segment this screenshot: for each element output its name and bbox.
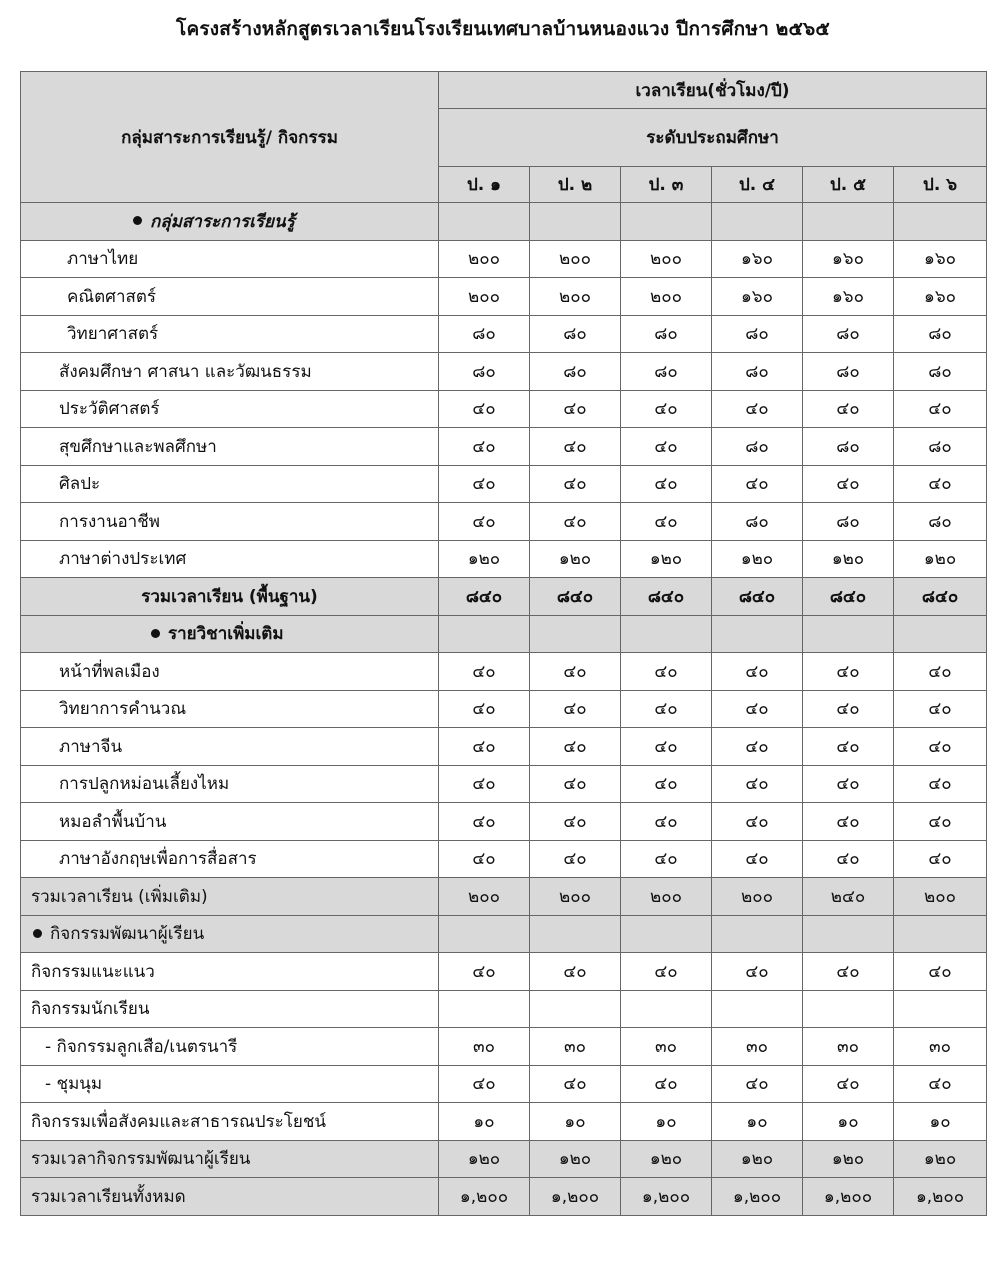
row-label: ภาษาจีน — [21, 728, 439, 766]
hours-cell: ๓๐ — [894, 1028, 987, 1066]
hours-cell: ๔๐ — [530, 728, 621, 766]
hours-cell: ๔๐ — [439, 428, 530, 466]
hours-cell: ๘๐ — [621, 315, 712, 353]
hours-cell: ๔๐ — [894, 728, 987, 766]
hours-cell: ๘๐ — [803, 428, 894, 466]
row-label: ภาษาต่างประเทศ — [21, 540, 439, 578]
table-row — [21, 840, 987, 878]
hours-cell: ๔๐ — [894, 765, 987, 803]
hours-cell: ๘๐ — [712, 353, 803, 391]
row-label: คณิตศาสตร์ — [21, 278, 439, 316]
row-label: กิจกรรมนักเรียน — [21, 990, 439, 1028]
table-row — [21, 1065, 987, 1103]
hours-cell: ๒๐๐ — [530, 240, 621, 278]
row-label: รวมเวลาเรียน (เพิ่มเติม) — [21, 878, 439, 916]
hours-cell: ๑๒๐ — [803, 540, 894, 578]
hours-cell: ๘๔๐ — [712, 578, 803, 616]
hours-cell: ๔๐ — [530, 765, 621, 803]
hours-cell: ๘๐ — [894, 503, 987, 541]
hours-cell — [439, 915, 530, 953]
hours-cell: ๑๐ — [530, 1103, 621, 1141]
hours-cell: ๘๐ — [803, 353, 894, 391]
grade-header-2: ป. ๒ — [530, 167, 621, 203]
table-row — [21, 353, 987, 391]
row-label: การงานอาชีพ — [21, 503, 439, 541]
hours-cell: ๑๐ — [712, 1103, 803, 1141]
hours-cell: ๒๐๐ — [439, 878, 530, 916]
hours-cell: ๘๐ — [712, 315, 803, 353]
hours-cell — [803, 915, 894, 953]
grade-header-5: ป. ๕ — [803, 167, 894, 203]
hours-cell — [712, 203, 803, 241]
hours-cell: ๔๐ — [803, 953, 894, 991]
table-row — [21, 203, 987, 241]
hours-cell: ๑๐ — [803, 1103, 894, 1141]
hours-cell: ๑,๒๐๐ — [803, 1178, 894, 1216]
hours-cell: ๑๒๐ — [803, 1140, 894, 1178]
hours-cell: ๔๐ — [803, 653, 894, 691]
row-label: กิจกรรมเพื่อสังคมและสาธารณประโยชน์ — [21, 1103, 439, 1141]
hours-cell: ๒๐๐ — [712, 878, 803, 916]
table-row — [21, 1028, 987, 1066]
subject-column-header: กลุ่มสาระการเรียนรู้/ กิจกรรม — [21, 72, 439, 203]
hours-cell: ๔๐ — [439, 840, 530, 878]
hours-cell — [803, 615, 894, 653]
hours-cell: ๓๐ — [712, 1028, 803, 1066]
hours-cell: ๔๐ — [621, 803, 712, 841]
table-row — [21, 278, 987, 316]
hours-cell: ๔๐ — [530, 690, 621, 728]
row-label: หน้าที่พลเมือง — [21, 653, 439, 691]
hours-cell: ๔๐ — [894, 803, 987, 841]
hours-cell: ๔๐ — [803, 390, 894, 428]
hours-cell: ๑,๒๐๐ — [712, 1178, 803, 1216]
grade-header-3: ป. ๓ — [621, 167, 712, 203]
hours-cell: ๔๐ — [439, 690, 530, 728]
hours-cell — [530, 615, 621, 653]
hours-cell: ๑๐ — [894, 1103, 987, 1141]
hours-cell: ๑๒๐ — [894, 1140, 987, 1178]
hours-cell: ๒๐๐ — [621, 878, 712, 916]
hours-cell: ๔๐ — [803, 728, 894, 766]
row-label: กิจกรรมแนะแนว — [21, 953, 439, 991]
row-label: ประวัติศาสตร์ — [21, 390, 439, 428]
hours-cell: ๔๐ — [439, 953, 530, 991]
row-label: สุขศึกษาและพลศึกษา — [21, 428, 439, 466]
hours-cell — [894, 615, 987, 653]
hours-cell: ๔๐ — [621, 1065, 712, 1103]
hours-cell — [803, 203, 894, 241]
hours-cell: ๔๐ — [712, 1065, 803, 1103]
hours-cell: ๑,๒๐๐ — [530, 1178, 621, 1216]
hours-cell: ๔๐ — [530, 465, 621, 503]
bullet-icon — [33, 929, 42, 938]
hours-cell: ๔๐ — [712, 690, 803, 728]
hours-cell: ๔๐ — [712, 390, 803, 428]
row-label: - กิจกรรมลูกเสือ/เนตรนารี — [21, 1028, 439, 1066]
hours-cell: ๔๐ — [621, 728, 712, 766]
hours-cell: ๑๖๐ — [894, 240, 987, 278]
hours-cell: ๔๐ — [712, 953, 803, 991]
hours-cell: ๓๐ — [439, 1028, 530, 1066]
grade-header-4: ป. ๔ — [712, 167, 803, 203]
hours-cell: ๑๖๐ — [712, 278, 803, 316]
table-row — [21, 690, 987, 728]
hours-cell: ๑๖๐ — [894, 278, 987, 316]
hours-cell — [803, 990, 894, 1028]
row-label: หมอลำพื้นบ้าน — [21, 803, 439, 841]
hours-cell: ๘๐ — [530, 353, 621, 391]
row-label: รวมเวลาเรียน (พื้นฐาน) — [21, 578, 439, 616]
table-row — [21, 953, 987, 991]
table-row — [21, 803, 987, 841]
hours-cell: ๔๐ — [621, 390, 712, 428]
hours-cell: ๔๐ — [530, 840, 621, 878]
hours-cell: ๔๐ — [621, 653, 712, 691]
hours-cell — [439, 615, 530, 653]
hours-cell: ๔๐ — [803, 1065, 894, 1103]
row-label: รวมเวลาเรียนทั้งหมด — [21, 1178, 439, 1216]
hours-cell: ๓๐ — [803, 1028, 894, 1066]
row-label: การปลูกหม่อนเลี้ยงไหม — [21, 765, 439, 803]
hours-cell: ๑๒๐ — [621, 540, 712, 578]
table-row — [21, 428, 987, 466]
hours-cell: ๘๔๐ — [894, 578, 987, 616]
table-row — [21, 765, 987, 803]
hours-cell: ๑๒๐ — [530, 1140, 621, 1178]
row-label: ภาษาอังกฤษเพื่อการสื่อสาร — [21, 840, 439, 878]
hours-cell: ๒๐๐ — [621, 278, 712, 316]
hours-cell: ๑,๒๐๐ — [894, 1178, 987, 1216]
hours-cell: ๘๐ — [803, 315, 894, 353]
hours-cell: ๑๒๐ — [530, 540, 621, 578]
hours-cell: ๔๐ — [894, 465, 987, 503]
row-label: รวมเวลากิจกรรมพัฒนาผู้เรียน — [21, 1140, 439, 1178]
hours-cell: ๘๐ — [530, 315, 621, 353]
hours-cell: ๘๐ — [894, 428, 987, 466]
hours-cell: ๔๐ — [530, 390, 621, 428]
hours-cell: ๘๐ — [894, 353, 987, 391]
hours-cell: ๔๐ — [803, 690, 894, 728]
section-heading — [21, 203, 439, 241]
bullet-icon — [151, 629, 160, 638]
hours-cell: ๘๔๐ — [803, 578, 894, 616]
hours-cell: ๔๐ — [894, 690, 987, 728]
hours-cell: ๑๖๐ — [803, 278, 894, 316]
hours-cell: ๓๐ — [621, 1028, 712, 1066]
hours-cell: ๑๖๐ — [803, 240, 894, 278]
level-header: ระดับประถมศึกษา — [439, 109, 987, 167]
hours-cell: ๒๐๐ — [439, 278, 530, 316]
hours-cell: ๒๐๐ — [530, 278, 621, 316]
hours-cell: ๑๒๐ — [894, 540, 987, 578]
table-row — [21, 390, 987, 428]
curriculum-table — [20, 71, 987, 1216]
hours-cell — [894, 915, 987, 953]
hours-cell: ๔๐ — [530, 1065, 621, 1103]
hours-cell: ๔๐ — [621, 765, 712, 803]
table-row — [21, 915, 987, 953]
hours-cell: ๑,๒๐๐ — [621, 1178, 712, 1216]
hours-cell: ๔๐ — [894, 390, 987, 428]
hours-cell: ๘๐ — [803, 503, 894, 541]
hours-cell: ๒๐๐ — [894, 878, 987, 916]
hours-cell: ๔๐ — [530, 953, 621, 991]
table-row — [21, 990, 987, 1028]
row-label: ภาษาไทย — [21, 240, 439, 278]
hours-cell: ๘๔๐ — [530, 578, 621, 616]
grade-header-1: ป. ๑ — [439, 167, 530, 203]
hours-cell: ๔๐ — [621, 465, 712, 503]
hours-cell: ๑๒๐ — [712, 540, 803, 578]
hours-cell — [894, 990, 987, 1028]
hours-cell: ๔๐ — [894, 840, 987, 878]
table-row — [21, 615, 987, 653]
hours-cell: ๔๐ — [621, 428, 712, 466]
hours-cell: ๔๐ — [439, 765, 530, 803]
hours-cell: ๘๔๐ — [439, 578, 530, 616]
hours-cell: ๔๐ — [894, 653, 987, 691]
table-row — [21, 728, 987, 766]
hours-cell — [439, 990, 530, 1028]
hours-cell: ๔๐ — [712, 728, 803, 766]
hours-cell: ๘๐ — [621, 353, 712, 391]
table-row — [21, 653, 987, 691]
hours-cell: ๔๐ — [803, 465, 894, 503]
hours-cell: ๔๐ — [894, 1065, 987, 1103]
hours-cell: ๔๐ — [439, 803, 530, 841]
hours-cell: ๑๐ — [621, 1103, 712, 1141]
hours-cell: ๔๐ — [712, 765, 803, 803]
section-label: รายวิชาเพิ่มเติม — [168, 624, 284, 645]
table-row — [21, 503, 987, 541]
hours-cell — [530, 203, 621, 241]
hours-cell — [621, 203, 712, 241]
hours-cell: ๓๐ — [530, 1028, 621, 1066]
document-title: โครงสร้างหลักสูตรเวลาเรียนโรงเรียนเทศบาลบ้านหนองแวง ปีการศึกษา ๒๕๖๕ — [176, 18, 830, 40]
hours-cell: ๘๐ — [894, 315, 987, 353]
row-label: - ชุมนุม — [21, 1065, 439, 1103]
hours-cell: ๔๐ — [530, 503, 621, 541]
hours-cell: ๔๐ — [803, 803, 894, 841]
hours-cell — [712, 990, 803, 1028]
hours-cell: ๔๐ — [530, 653, 621, 691]
row-label: ศิลปะ — [21, 465, 439, 503]
hours-cell — [712, 915, 803, 953]
table-row — [21, 1103, 987, 1141]
hours-cell: ๔๐ — [712, 840, 803, 878]
row-label: สังคมศึกษา ศาสนา และวัฒนธรรม — [21, 353, 439, 391]
hours-cell: ๑,๒๐๐ — [439, 1178, 530, 1216]
hours-cell: ๒๐๐ — [439, 240, 530, 278]
hours-cell — [621, 915, 712, 953]
hours-cell: ๔๐ — [712, 465, 803, 503]
grade-header-6: ป. ๖ — [894, 167, 987, 203]
table-row — [21, 315, 987, 353]
hours-cell: ๔๐ — [439, 653, 530, 691]
section-label: กิจกรรมพัฒนาผู้เรียน — [50, 924, 205, 945]
hours-cell — [530, 990, 621, 1028]
hours-cell: ๒๐๐ — [621, 240, 712, 278]
table-row — [21, 465, 987, 503]
hours-cell: ๑๒๐ — [439, 540, 530, 578]
hours-cell: ๔๐ — [439, 465, 530, 503]
hours-cell: ๘๔๐ — [621, 578, 712, 616]
hours-cell — [621, 990, 712, 1028]
hours-cell: ๑๒๐ — [439, 1140, 530, 1178]
section-label: กลุ่มสาระการเรียนรู้ — [150, 211, 295, 232]
hours-cell: ๔๐ — [439, 390, 530, 428]
section-heading — [21, 615, 439, 653]
hours-cell: ๔๐ — [439, 503, 530, 541]
hours-cell: ๔๐ — [439, 728, 530, 766]
hours-cell: ๔๐ — [803, 765, 894, 803]
time-header: เวลาเรียน(ชั่วโมง/ปี) — [439, 72, 987, 109]
hours-cell: ๔๐ — [439, 1065, 530, 1103]
hours-cell — [439, 203, 530, 241]
hours-cell: ๔๐ — [530, 428, 621, 466]
hours-cell: ๘๐ — [439, 353, 530, 391]
hours-cell: ๘๐ — [712, 503, 803, 541]
hours-cell — [530, 915, 621, 953]
row-label: วิทยาศาสตร์ — [21, 315, 439, 353]
hours-cell: ๔๐ — [894, 953, 987, 991]
hours-cell: ๑๖๐ — [712, 240, 803, 278]
hours-cell: ๑๒๐ — [712, 1140, 803, 1178]
hours-cell: ๔๐ — [530, 803, 621, 841]
hours-cell: ๒๐๐ — [530, 878, 621, 916]
row-label: วิทยาการคำนวณ — [21, 690, 439, 728]
hours-cell: ๑๐ — [439, 1103, 530, 1141]
hours-cell: ๔๐ — [712, 803, 803, 841]
hours-cell: ๔๐ — [621, 503, 712, 541]
hours-cell: ๔๐ — [621, 840, 712, 878]
section-heading — [21, 915, 439, 953]
hours-cell: ๑๒๐ — [621, 1140, 712, 1178]
bullet-icon — [133, 216, 142, 225]
hours-cell: ๔๐ — [621, 953, 712, 991]
hours-cell — [894, 203, 987, 241]
table-row — [21, 240, 987, 278]
hours-cell — [621, 615, 712, 653]
hours-cell: ๔๐ — [803, 840, 894, 878]
hours-cell: ๘๐ — [439, 315, 530, 353]
table-row — [21, 540, 987, 578]
hours-cell: ๒๔๐ — [803, 878, 894, 916]
table-row — [21, 878, 987, 916]
hours-cell: ๔๐ — [621, 690, 712, 728]
table-row — [21, 578, 987, 616]
table-row — [21, 1140, 987, 1178]
hours-cell: ๘๐ — [712, 428, 803, 466]
hours-cell — [712, 615, 803, 653]
hours-cell: ๔๐ — [712, 653, 803, 691]
table-row — [21, 1178, 987, 1216]
